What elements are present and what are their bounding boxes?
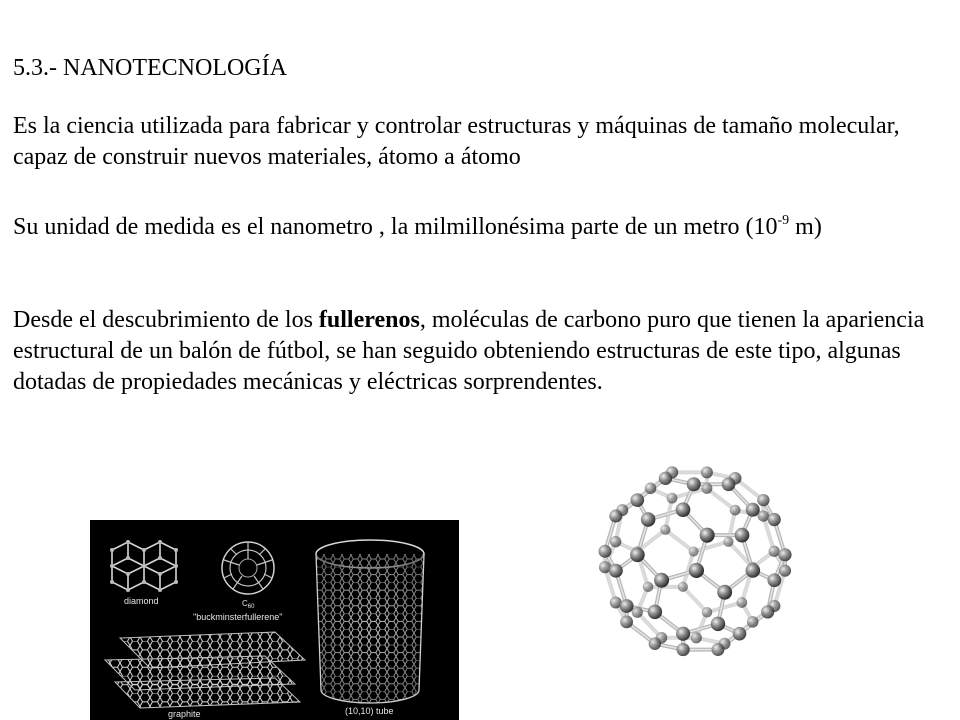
carbon-atom <box>620 615 633 628</box>
carbon-atom <box>609 510 622 523</box>
carbon-atom <box>620 599 634 613</box>
exponent: -9 <box>777 213 790 228</box>
carbon-atom <box>768 513 781 526</box>
carbon-atom <box>701 483 712 494</box>
carbon-atom <box>778 548 791 561</box>
fullerenes-text-start: Desde el descubrimiento de los <box>13 307 319 333</box>
carbon-atom <box>746 503 760 517</box>
carbon-atom <box>746 563 761 578</box>
definition-paragraph: Es la ciencia utilizada para fabricar y controlar estructuras y máquinas de tamaño molecular, capaz de construir nuevos materiales, átomo a átomo <box>13 113 900 170</box>
carbon-atom <box>643 582 654 593</box>
carbon-atom <box>660 525 670 535</box>
carbon-atom <box>730 505 741 516</box>
carbon-atom <box>779 565 791 577</box>
carbon-atom <box>702 607 712 617</box>
carbon-atom <box>722 477 736 491</box>
slide-title: 5.3.- NANOTECNOLOGÍA <box>13 55 287 81</box>
nanotube-structure <box>316 540 424 703</box>
carbon-atom <box>689 547 699 557</box>
carbon-atom <box>654 573 669 588</box>
carbon-atom <box>712 643 725 656</box>
carbon-atom <box>659 472 672 485</box>
c60-structure <box>222 542 274 594</box>
carbon-allotropes-svg <box>90 520 459 720</box>
carbon-atom <box>711 617 725 631</box>
buckyball-svg <box>590 456 800 666</box>
carbon-atom <box>747 616 759 628</box>
unit-text-end: m) <box>789 214 822 240</box>
carbon-atom <box>757 494 769 506</box>
svg-text:C60 <box>242 599 255 610</box>
fullerenes-paragraph <box>13 305 948 398</box>
carbon-atom <box>717 585 732 600</box>
graphite-structure <box>105 632 305 708</box>
bond <box>707 602 742 612</box>
bond <box>694 542 729 552</box>
carbon-atom <box>689 563 704 578</box>
carbon-atom <box>630 493 644 507</box>
carbon-atom <box>676 627 690 641</box>
carbon-atom <box>676 643 689 656</box>
graphite-label: graphite <box>168 709 201 719</box>
carbon-atom <box>667 493 678 504</box>
diamond-structure <box>110 540 178 592</box>
carbon-atom <box>630 547 645 562</box>
carbon-atom <box>610 536 621 547</box>
carbon-atom <box>761 605 774 618</box>
carbon-atom <box>648 605 662 619</box>
fullerenes-term: fullerenos <box>318 307 420 333</box>
fullerenes-text-end: , moléculas de carbono puro que tienen la apariencia estructural de un balón de fútbol, se han seguido obteniendo estructuras de este tipo, algunas dotadas de propiedades mecánicas y eléctricas sorprendentes. <box>13 307 925 395</box>
buckyball-image <box>590 456 800 666</box>
carbon-atom <box>700 528 715 543</box>
carbon-atom <box>632 607 643 618</box>
carbon-atom <box>733 627 747 641</box>
diamond-label: diamond <box>124 596 159 606</box>
carbon-atom <box>691 632 702 643</box>
carbon-atom <box>687 477 701 491</box>
carbon-atom <box>676 502 691 517</box>
unit-text: Su unidad de medida es el nanometro , la milmillonésima parte de un metro (10 <box>13 214 778 240</box>
carbon-allotropes-figure <box>90 520 459 720</box>
carbon-atom <box>769 546 780 557</box>
carbon-atom <box>609 564 623 578</box>
c60-subscript: 60 <box>247 604 255 610</box>
buckminsterfullerene-label: "buckminsterfullerene" <box>193 612 283 622</box>
unit-paragraph <box>13 212 948 243</box>
carbon-atom <box>767 573 781 587</box>
carbon-atom <box>701 466 713 478</box>
carbon-atom <box>735 528 750 543</box>
carbon-atom <box>649 637 662 650</box>
carbon-atom <box>641 512 656 527</box>
carbon-atom <box>723 537 733 547</box>
carbon-atom <box>598 545 611 558</box>
carbon-atom <box>678 582 688 592</box>
carbon-atom <box>758 510 769 521</box>
nanotube-label: (10,10) tube <box>345 706 394 716</box>
carbon-atom <box>737 597 748 608</box>
carbon-atom <box>645 482 657 494</box>
c60-label: C <box>242 599 248 608</box>
bond <box>683 587 707 612</box>
bond <box>665 530 693 552</box>
